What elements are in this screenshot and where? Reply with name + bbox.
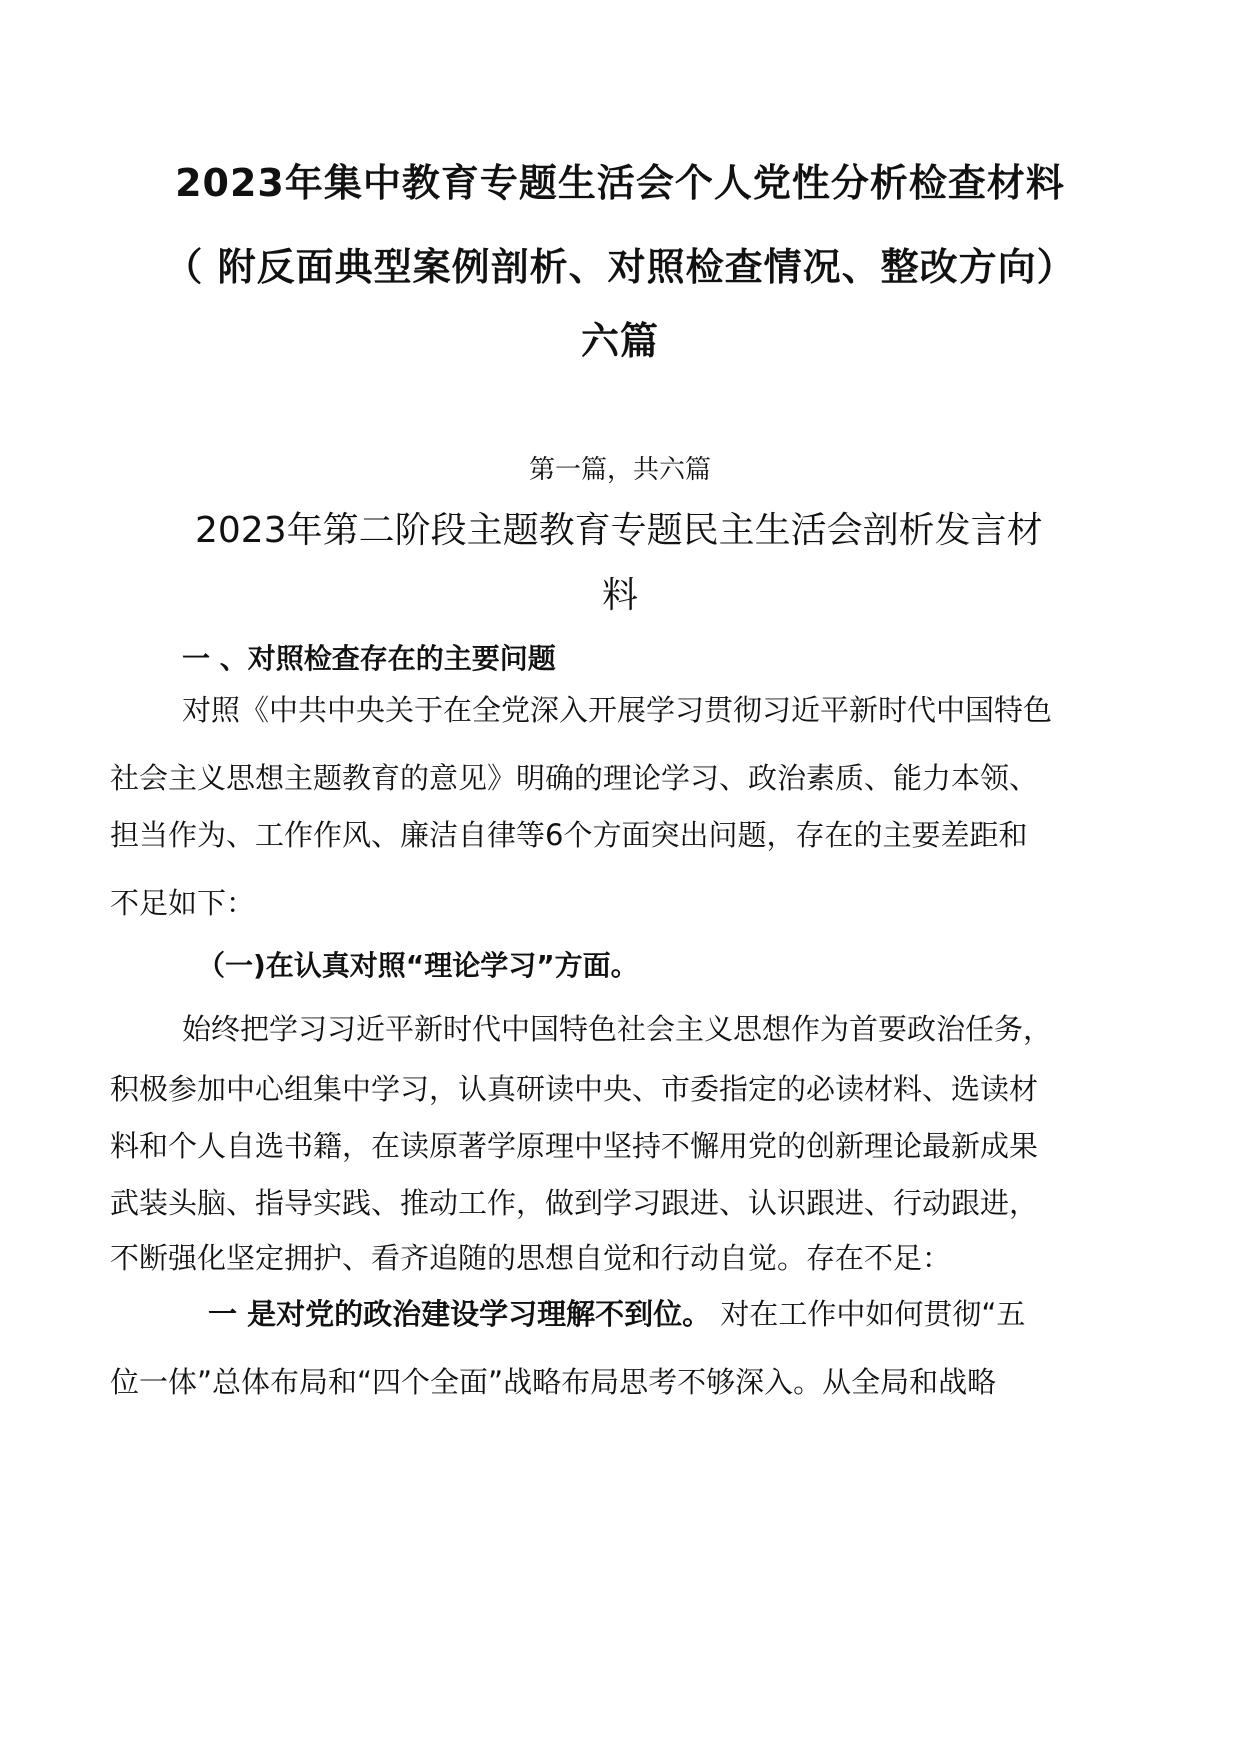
- heading-main-problems: 一 、对照检查存在的主要问题: [182, 642, 556, 675]
- para-2-line-2: 积极参加中心组集中学习，认真研读中央、市委指定的必读材料、选读材: [110, 1072, 1039, 1106]
- para-1-line-1: 对照《中共中央关于在全党深入开展学习贯彻习近平新时代中国特色: [182, 693, 1053, 727]
- para-1-line-3: 担当作为、工作作风、廉洁自律等6个方面突出问题，存在的主要差距和: [110, 818, 1028, 852]
- section-title-line-1: 2023年第二阶段主题教育专题民主生活会剖析发言材: [195, 510, 1043, 551]
- para-1-line-2: 社会主义思想主题教育的意见》明确的理论学习、政治素质、能力本领、: [110, 761, 1039, 795]
- para-2-line-3: 料和个人自选书籍，在读原著学原理中坚持不懈用党的创新理论最新成果: [110, 1129, 1039, 1163]
- heading-theory-study: （一)在认真对照“理论学习”方面。: [197, 949, 639, 982]
- para-2-line-5: 不断强化坚定拥护、看齐追随的思想自觉和行动自觉。存在不足：: [110, 1241, 952, 1275]
- para-3-bold-lead: 一 是对党的政治建设学习理解不到位。: [208, 1297, 712, 1331]
- para-3-line-1-rest: 对在工作中如何贯彻“五: [711, 1297, 1026, 1331]
- document-title-line-2: （ 附反面典型案例剖析、对照检查情况、整改方向）: [164, 245, 1076, 289]
- section-title-line-2: 料: [601, 575, 638, 616]
- para-1-line-4: 不足如下：: [110, 886, 256, 920]
- part-label: 第一篇，共六篇: [528, 455, 711, 485]
- document-title-line-1: 2023年集中教育专题生活会个人党性分析检查材料: [175, 161, 1065, 205]
- document-title-line-3: 六篇: [580, 319, 659, 363]
- para-3-line-1: [208, 1297, 1026, 1331]
- para-2-line-1: 始终把学习习近平新时代中国特色社会主义思想作为首要政治任务，: [182, 1012, 1053, 1046]
- para-3-line-2: 位一体”总体布局和“四个全面”战略布局思考不够深入。从全局和战略: [110, 1365, 997, 1399]
- para-2-line-4: 武装头脑、指导实践、推动工作，做到学习跟进、认识跟进、行动跟进，: [110, 1186, 1039, 1220]
